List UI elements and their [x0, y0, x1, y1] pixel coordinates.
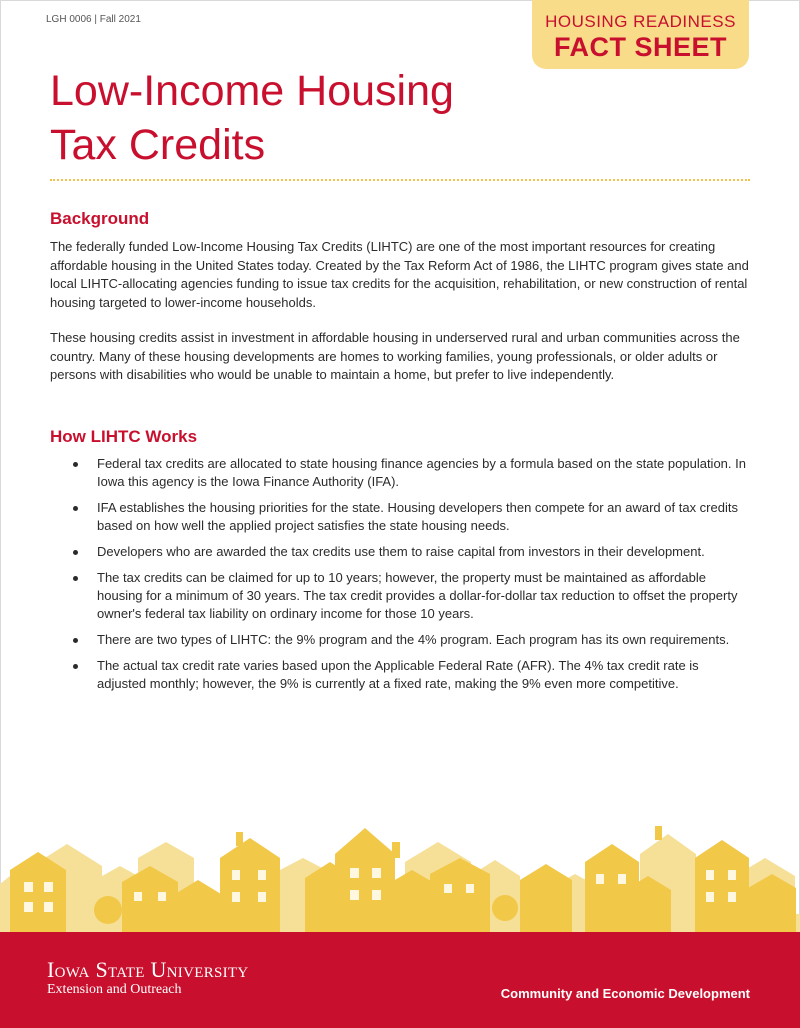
university-logo-name: Iowa State University: [47, 957, 249, 982]
page-title-line1: Low-Income Housing: [50, 67, 454, 115]
list-item: Federal tax credits are allocated to state housing finance agencies by a formula based on the state population. In Iowa this agency is the Iowa Finance Authority (IFA).: [50, 455, 750, 491]
list-item: The tax credits can be claimed for up to 10 years; however, the property must be maintained as affordable housing for a minimum of 30 years. The tax credit provides a dollar-for-dollar tax reduction to offset the property owner's federal tax liability on ordinary income for those 10 years.: [50, 569, 750, 623]
bullet-icon: [73, 664, 78, 669]
background-heading: Background: [50, 209, 150, 228]
title-divider: [50, 179, 750, 181]
bullet-icon: [73, 462, 78, 467]
bullet-icon: [73, 550, 78, 555]
fact-sheet-badge: [532, 0, 749, 69]
bullet-icon: [73, 576, 78, 581]
badge-series-label: HOUSING READINESS: [545, 12, 736, 31]
department-name: Community and Economic Development: [500, 986, 750, 1001]
bullet-icon: [73, 506, 78, 511]
bullet-icon: [73, 638, 78, 643]
badge-type-label: FACT SHEET: [553, 32, 727, 62]
page-title-line2: Tax Credits: [50, 121, 266, 169]
how-lihtc-heading: How LIHTC Works: [50, 427, 198, 446]
document-id: LGH 0006 | Fall 2021: [46, 14, 141, 25]
how-lihtc-list: [50, 455, 750, 701]
list-item: The actual tax credit rate varies based upon the Applicable Federal Rate (AFR). The 4% tax credit rate is adjusted monthly; however, the 9% is currently at a fixed rate, making the 9% even more competitive.: [50, 657, 750, 693]
page-title: [50, 64, 570, 172]
university-unit: Extension and Outreach: [47, 982, 182, 997]
background-paragraph-2: These housing credits assist in investment in affordable housing in underserved rural and urban communities across the country. Many of these housing developments are homes to working families, young professionals, or older adults or persons with disabilities who would be unable to maintain a home, but prefer to live independently.: [50, 330, 740, 382]
houses-skyline-illustration: [0, 818, 800, 932]
list-item: There are two types of LIHTC: the 9% program and the 4% program. Each program has its own requirements.: [50, 631, 750, 649]
list-item: Developers who are awarded the tax credits use them to raise capital from investors in their development.: [50, 543, 750, 561]
list-item: IFA establishes the housing priorities for the state. Housing developers then compete for an award of tax credits based on how well the applied project satisfies the state housing needs.: [50, 499, 750, 535]
background-paragraph-1: The federally funded Low-Income Housing Tax Credits (LIHTC) are one of the most important resources for creating affordable housing in the United States today. Created by the Tax Reform Act of 1986, the LIHTC program gives state and local LIHTC-allocating agencies funding to issue tax credits for the acquisition, rehabilitation, or new construction of rental housing targeted to lower-income households.: [50, 239, 749, 310]
